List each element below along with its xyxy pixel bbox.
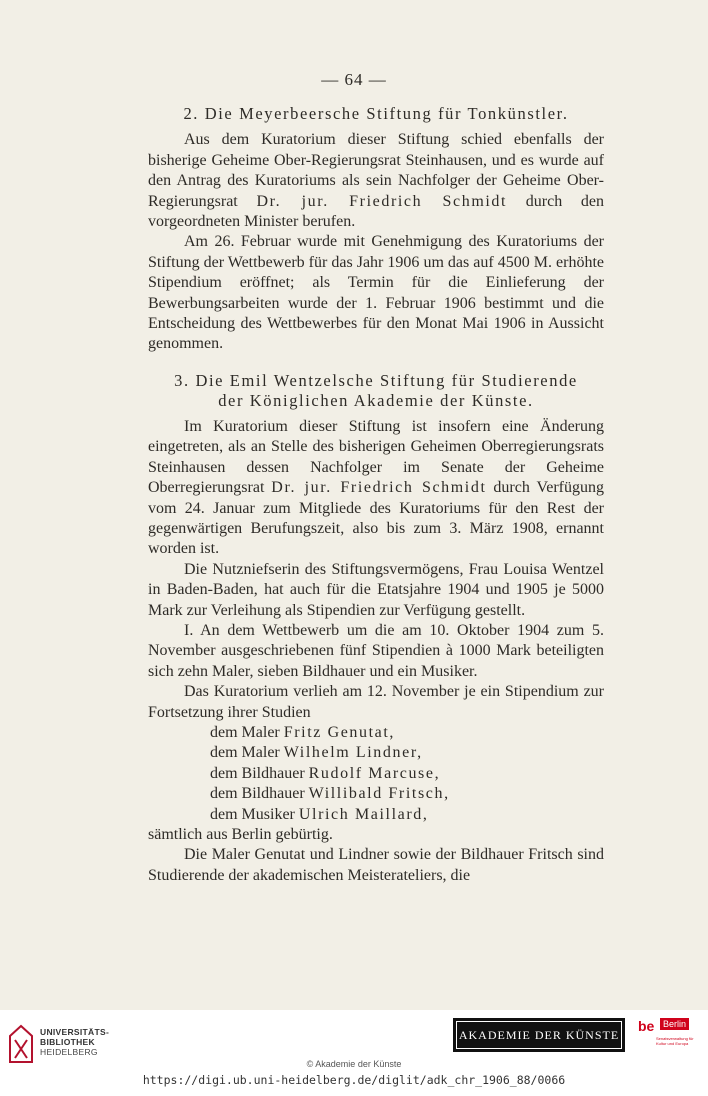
section-3-paragraph-6: Die Maler Genutat und Lindner sowie der Bildhauer Fritsch sind Studierende der akademischen Meisterateliers, die: [148, 846, 604, 884]
university-library-name[interactable]: UNIVERSITÄTS- BIBLIOTHEK HEIDELBERG: [40, 1027, 110, 1057]
recipient-list: [148, 723, 604, 825]
list-item: dem Musiker Ulrich Maillard,: [210, 805, 429, 823]
page-number: — 64 —: [321, 70, 387, 89]
list-item: dem Bildhauer Rudolf Marcuse,: [210, 764, 441, 782]
copyright-notice: © Akademie der Künste: [306, 1059, 402, 1069]
person-name: Dr. jur. Friedrich Schmidt: [256, 192, 508, 210]
berlin-logo[interactable]: be Berlin Senatsverwaltung für Kultur und Europa: [638, 1018, 694, 1046]
section-3-paragraph-4: Das Kuratorium verlieh am 12. November je ein Stipendium zur Fortsetzung ihrer Studien: [148, 683, 604, 721]
person-name: Dr. jur. Friedrich Schmidt: [271, 479, 487, 497]
list-item: dem Maler Wilhelm Lindner,: [210, 744, 423, 762]
section-2-paragraph-2: Am 26. Februar wurde mit Genehmigung des Kuratoriums der Stiftung der Wettbewerb für das Jahr 1906 um das auf 4500 M. erhöhte Stipendium eröffnet; als Termin für die Einlieferung der Bewerbungsarbeiten wurde der 1. Februar 1906 bestimmt und die Entscheidung des Wettbewerbes für den Monat Mai 1906 in Aussicht genommen.: [148, 233, 604, 353]
source-url-link[interactable]: https://digi.ub.uni-heidelberg.de/diglit/adk_chr_1906_88/0066: [142, 1073, 566, 1087]
digitization-footer: [0, 1010, 708, 1096]
section-3-paragraph-1: Im Kuratorium dieser Stiftung ist insofern eine Änderung eingetreten, als an Stelle des bisherigen Geheimen Oberregierungsrats Steinhausen dessen Nachfolger im Senate der Geheime Oberregierungsrat Dr. jur. Friedrich Schmidt durch Verfügung vom 24. Januar zum Mitgliede des Kuratoriums für den Rest der gegenwärtigen Berufungszeit, also bis zum 3. März 1908, ernannt worden ist.: [148, 417, 604, 558]
akademie-logo[interactable]: AKADEMIE DER KÜNSTE: [453, 1018, 625, 1052]
list-item: dem Bildhauer Willibald Fritsch,: [210, 785, 450, 803]
list-item: dem Maler Fritz Genutat,: [210, 723, 396, 741]
section-3-heading: 3. Die Emil Wentzelsche Stiftung für Studierende der Königlichen Akademie der Künste.: [174, 370, 578, 410]
section-2-paragraph-1: Aus dem Kuratorium dieser Stiftung schied ebenfalls der bisherige Geheime Ober-Regierungsrat Steinhausen, und es wurde auf den Antrag des Kuratoriums als sein Nachfolger der Geheime Ober-Regierungsrat Dr. jur. Friedrich Schmidt durch den vorgeordneten Minister berufen.: [148, 131, 605, 231]
section-3-paragraph-2: Die Nutzniefserin des Stiftungsvermögens, Frau Louisa Wentzel in Baden-Baden, hat auch für die Etatsjahre 1904 und 1905 je 5000 Mark zur Verleihung als Stipendien zur Verfügung gestellt.: [148, 560, 604, 619]
section-2-heading: 2. Die Meyerbeersche Stiftung für Tonkünstler.: [183, 104, 569, 123]
section-3-paragraph-3: I. An dem Wettbewerb um die am 10. Oktober 1904 zum 5. November ausgeschriebenen fünf Stipendien à 1000 Mark beteiligten sich zehn Maler, sieben Bildhauer und ein Musiker.: [148, 621, 604, 680]
page-body: [148, 104, 604, 886]
section-3-paragraph-5: sämtlich aus Berlin gebürtig.: [148, 826, 333, 843]
